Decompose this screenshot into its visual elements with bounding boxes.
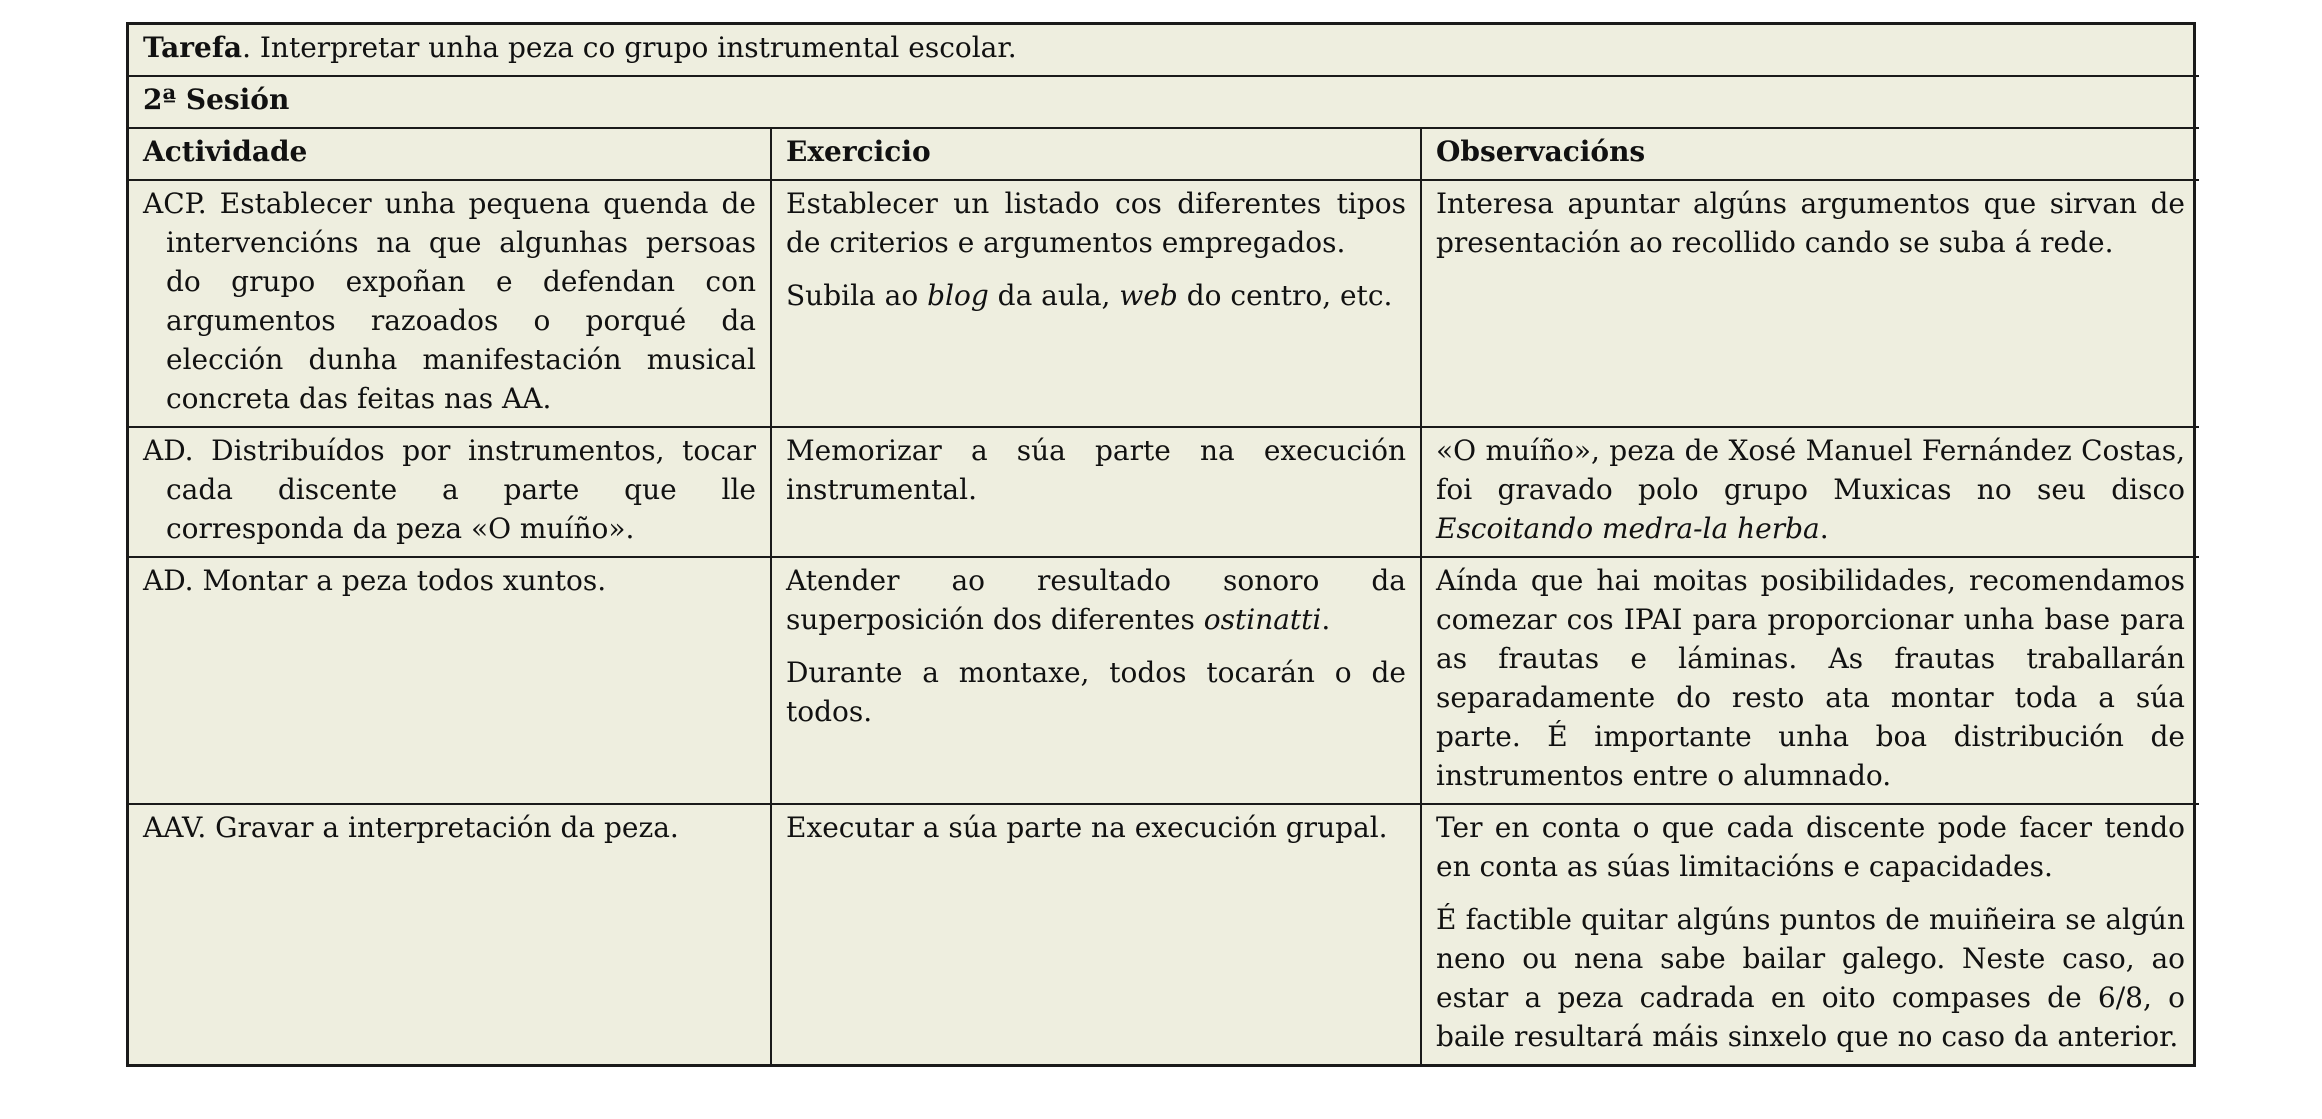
exercise-text — [786, 276, 1406, 315]
observation-cell — [1421, 557, 2199, 804]
activity-cell — [129, 427, 771, 557]
observation-text: Interesa apuntar algúns argumentos que sirvan de presentación ao recollido cando se suba á rede. — [1436, 187, 2185, 259]
activity-text: AD. Montar a peza todos xuntos. — [143, 564, 607, 597]
exercise-text-italic: ostinatti — [1203, 603, 1322, 636]
observation-text: Ter en conta o que cada discente pode facer tendo en conta as súas limitacións e capacidades. — [1436, 811, 2185, 883]
exercise-text-part: . — [1321, 603, 1331, 636]
exercise-cell — [771, 427, 1421, 557]
table-row — [129, 427, 2199, 557]
exercise-text: Establecer un listado cos diferentes tipos de criterios e argumentos empregados. — [786, 187, 1406, 259]
exercise-text-italic: blog — [927, 279, 989, 312]
exercise-text-italic: web — [1119, 279, 1178, 312]
lesson-table-frame — [126, 22, 2196, 1067]
task-cell — [129, 25, 2199, 76]
exercise-text: Memorizar a súa parte na execución instrumental. — [786, 434, 1406, 506]
task-text: . Interpretar unha peza co grupo instrumental escolar. — [242, 31, 1017, 64]
header-row — [129, 128, 2199, 180]
observation-cell — [1421, 180, 2199, 427]
exercise-cell — [771, 180, 1421, 427]
session-title: 2ª Sesión — [129, 76, 2199, 128]
exercise-cell — [771, 557, 1421, 804]
activity-text: AAV. Gravar a interpretación da peza. — [143, 811, 679, 844]
table-row — [129, 557, 2199, 804]
table-row — [129, 804, 2199, 1064]
observation-cell — [1421, 804, 2199, 1064]
exercise-text: Durante a montaxe, todos tocarán o de todos. — [786, 656, 1406, 728]
exercise-text-part: da aula, — [988, 279, 1120, 312]
table-row — [129, 180, 2199, 427]
activity-cell — [129, 180, 771, 427]
lesson-plan-table — [129, 25, 2199, 1064]
observation-text: É factible quitar algúns puntos de muiñeira se algún neno ou nena sabe bailar galego. Neste caso, ao estar a peza cadrada en oito compases de 6/8, o baile resultará máis sinxelo que no caso da anterior. — [1436, 903, 2185, 1053]
exercise-text-part: do centro, etc. — [1177, 279, 1393, 312]
observation-text — [1436, 431, 2185, 548]
task-label: Tarefa — [143, 31, 243, 64]
exercise-text-part: Subila ao — [786, 279, 928, 312]
activity-text: ACP. Establecer unha pequena quenda de intervencións na que algunhas persoas do grupo expoñan e defendan con argumentos razoados o porqué da elección dunha manifestación musical concreta das feitas nas AA. — [143, 187, 756, 415]
task-row — [129, 25, 2199, 76]
header-actividade: Actividade — [129, 128, 771, 180]
activity-text: AD. Distribuídos por instrumentos, tocar cada discente a parte que lle corresponda da peza «O muíño». — [143, 434, 756, 545]
observation-text-part: «O muíño», peza de Xosé Manuel Fernández Costas, foi gravado polo grupo Muxicas no seu disco — [1436, 434, 2185, 506]
session-row — [129, 76, 2199, 128]
activity-cell — [129, 557, 771, 804]
observation-text-part: . — [1819, 512, 1829, 545]
exercise-text-part: Atender ao resultado sonoro da superposición dos diferentes — [786, 564, 1406, 636]
observation-text-italic: Escoitando medra-la herba — [1436, 512, 1820, 545]
exercise-text — [786, 561, 1406, 639]
exercise-text: Executar a súa parte na execución grupal. — [786, 811, 1388, 844]
header-exercicio: Exercicio — [771, 128, 1421, 180]
observation-text: Aínda que hai moitas posibilidades, recomendamos comezar cos IPAI para proporcionar unha base para as frautas e láminas. As frautas traballarán separadamente do resto ata montar toda a súa parte. É importante unha boa distribución de instrumentos entre o alumnado. — [1436, 564, 2185, 792]
header-observacions: Observacións — [1421, 128, 2199, 180]
activity-cell — [129, 804, 771, 1064]
observation-cell — [1421, 427, 2199, 557]
exercise-cell — [771, 804, 1421, 1064]
